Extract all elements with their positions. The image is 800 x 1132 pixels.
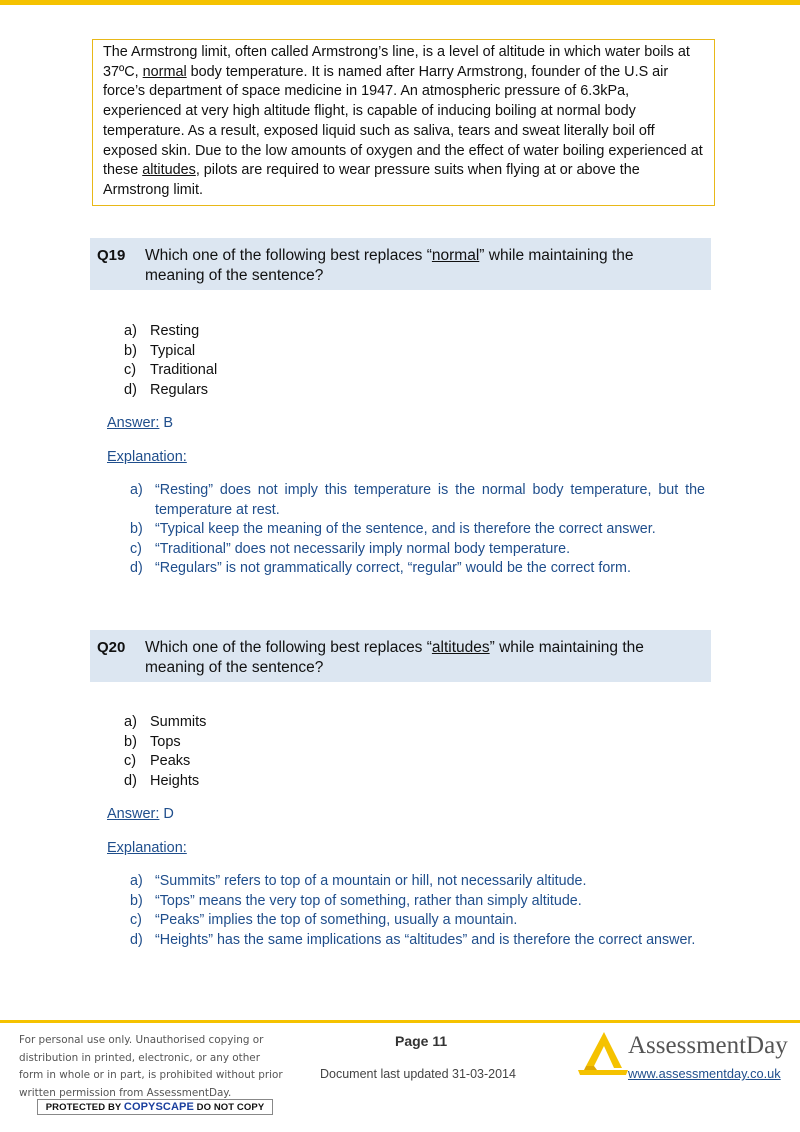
page-number: Page 11 [395, 1033, 448, 1049]
explanation-list-q20 [130, 872, 705, 950]
website-link[interactable]: www.assessmentday.co.uk [628, 1066, 781, 1081]
copyscape-badge[interactable]: PROTECTED BY COPYSCAPE DO NOT COPY [37, 1099, 273, 1115]
top-accent-bar [0, 0, 800, 5]
explanation-item: c) “Traditional” does not necessarily imply normal body temperature. [130, 540, 571, 557]
explanation-list-q19 [130, 481, 705, 579]
brand-name: AssessmentDay [628, 1032, 788, 1059]
explanation-item: a) “Resting” does not imply this temperature is the normal body temperature, but the temperature at rest. [130, 482, 705, 518]
explanation-item: b) “Tops” means the very top of something, rather than simply altitude. [130, 892, 582, 909]
footer-accent-line [0, 1020, 800, 1023]
explanation-item: a) “Summits” refers to top of a mountain or hill, not necessarily altitude. [130, 873, 587, 889]
answer-line-q20: Answer: D [107, 806, 174, 822]
explanation-item: c) “Peaks” implies the top of something, usually a mountain. [130, 912, 518, 928]
underlined-word-normal: normal [142, 63, 187, 80]
question-number: Q20 [97, 639, 126, 656]
copyright-notice: For personal use only. Unauthorised copying or distribution in printed, electronic, or any other form in whole or in part, is prohibited without prior written permission from AssessmentDay. [19, 1034, 283, 1099]
underlined-word-altitudes: altitudes [142, 162, 196, 179]
answer-line-q19: Answer: B [107, 415, 174, 431]
document-updated-date: Document last updated 31-03-2014 [320, 1067, 516, 1081]
question-text: Which one of the following best replaces “altitudes” while maintaining the meaning of the sentence? [145, 639, 644, 676]
question-header-q20 [90, 630, 711, 682]
question-number: Q19 [97, 247, 126, 264]
explanation-label-q19: Explanation: [107, 449, 187, 465]
explanation-item: b) “Typical keep the meaning of the sentence, and is therefore the correct answer. [130, 521, 656, 537]
explanation-item: d) “Regulars” is not grammatically correct, “regular” would be the correct form. [130, 560, 631, 576]
question-text: Which one of the following best replaces “normal” while maintaining the meaning of the sentence? [145, 247, 634, 284]
reading-passage: The Armstrong limit, often called Armstrong’s line, is a level of altitude in which water boils at 37ºC, normal body temperature. It is named after Harry Armstrong, founder of the U.S air force’s department of space medicine in 1947. An atmospheric pressure of 6.3kPa, experienced at very high altitude flight, is capable of inducing boiling at normal body temperature. As a result, exposed liquid such as saliva, tears and sweat literally boil off exposed skin. Due to the low amounts of oxygen and the effect of water boiling experienced at these altitudes, pilots are required to wear pressure suits when flying at or above the Armstrong limit. [92, 39, 715, 206]
question-header-q19 [90, 238, 711, 290]
explanation-item: d) “Heights” has the same implications as “altitudes” and is therefore the correct answer. [130, 931, 696, 948]
explanation-label-q20: Explanation: [107, 840, 187, 856]
